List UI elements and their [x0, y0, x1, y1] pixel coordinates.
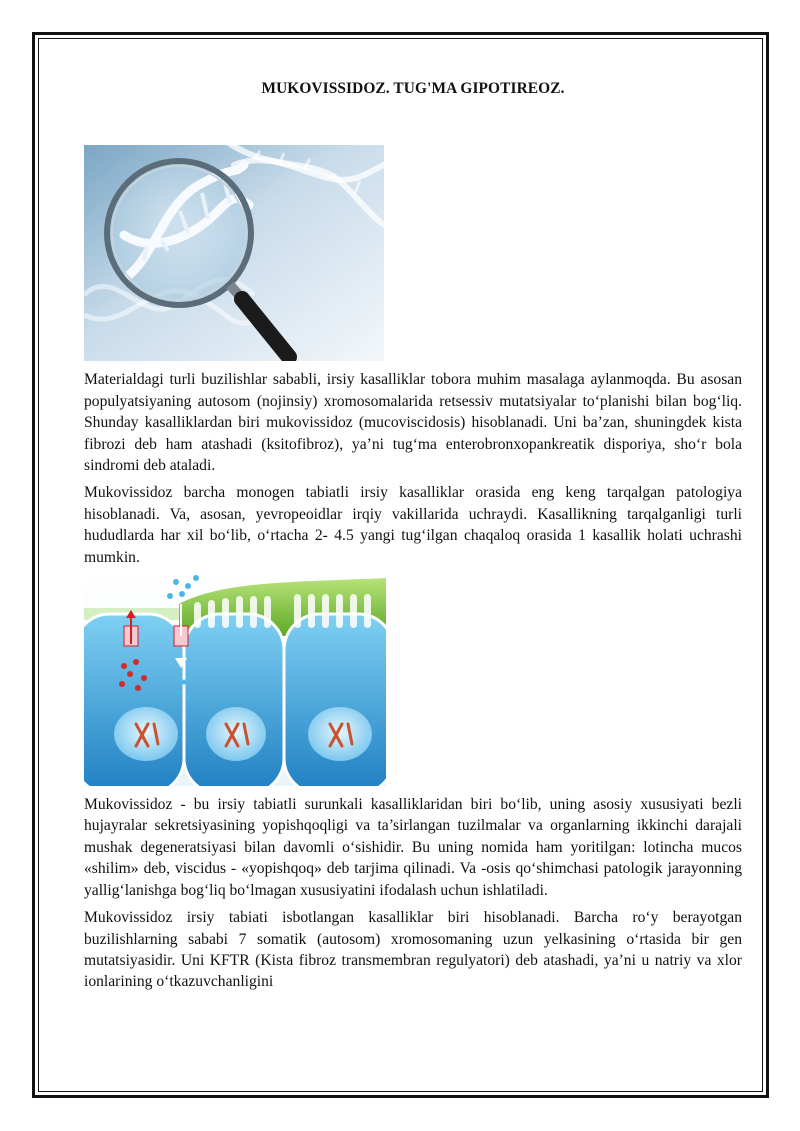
document-body [84, 78, 742, 999]
paragraph-1: Materialdagi turli buzilishlar sababli, irsiy kasalliklar tobora muhim masalaga aylanmoqda. Bu asosan populyatsiyaning autosom (nojinsiy) xromosomalarida retsessiv mutatsiyalar to‘planishi bilan bog‘liq. Shunday kasalliklardan biri mukovissidoz (mucoviscidosis) hisoblanadi. Uni ba’zan, shuningdek kista fibrozi deb ham atashadi (ksitofibroz), ya’ni tug‘ma enterobronxopankreatik disporiya, sho‘r bola sindromi deb ataladi. [84, 371, 742, 475]
document-title: MUKOVISSIDOZ. TUG'MA GIPOTIREOZ. [261, 80, 565, 97]
dna-magnifier-illustration [84, 145, 384, 361]
paragraph-2: Mukovissidoz barcha monogen tabiatli irsiy kasalliklar orasida eng keng tarqalgan patologiya hisoblanadi. Va, asosan, yevropeoidlar irqiy vakillarida uchraydi. Kasallikning tarqalganligi turli hududlarda har xil bo‘lib, o‘rtacha 2- 4.5 yangi tug‘ilgan chaqaloq orasida 1 kasallik holati uchrashi mumkin. [84, 484, 742, 566]
epithelial-cells-illustration [84, 574, 386, 786]
paragraph-4: Mukovissidoz irsiy tabiati isbotlangan kasalliklar biri hisoblanadi. Barcha ro‘y berayotgan buzilishlarning sababi 7 somatik (autosom) xromosomaning uzun yelkasining o‘rtasida bir gen mutatsiyasidir. Uni KFTR (Kista fibroz transmembran regulyatori) deb atashadi, ya’ni u natriy va xlor ionlarining o‘tkazuvchanligini [84, 909, 742, 991]
paragraph-3: Mukovissidoz - bu irsiy tabiatli surunkali kasalliklaridan biri bo‘lib, uning asosiy xususiyati bezli hujayralar sekretsiyasining yopishqoqligi va ta’sirlangan tuzilmalar va organlarning ikkinchi darajali mushak degeneratsiyasi bilan davomli o‘sishidir. Bu uning nomida ham yoritilgan: lotincha mucos «shilim» deb, viscidus - «yopishqoq» deb tarjima qilinadi. Va -osis qo‘shimchasi patologik jarayonning yallig‘lanishga bog‘liq bo‘lmagan xususiyatini ifodalash uchun ishlatiladi. [84, 796, 742, 899]
